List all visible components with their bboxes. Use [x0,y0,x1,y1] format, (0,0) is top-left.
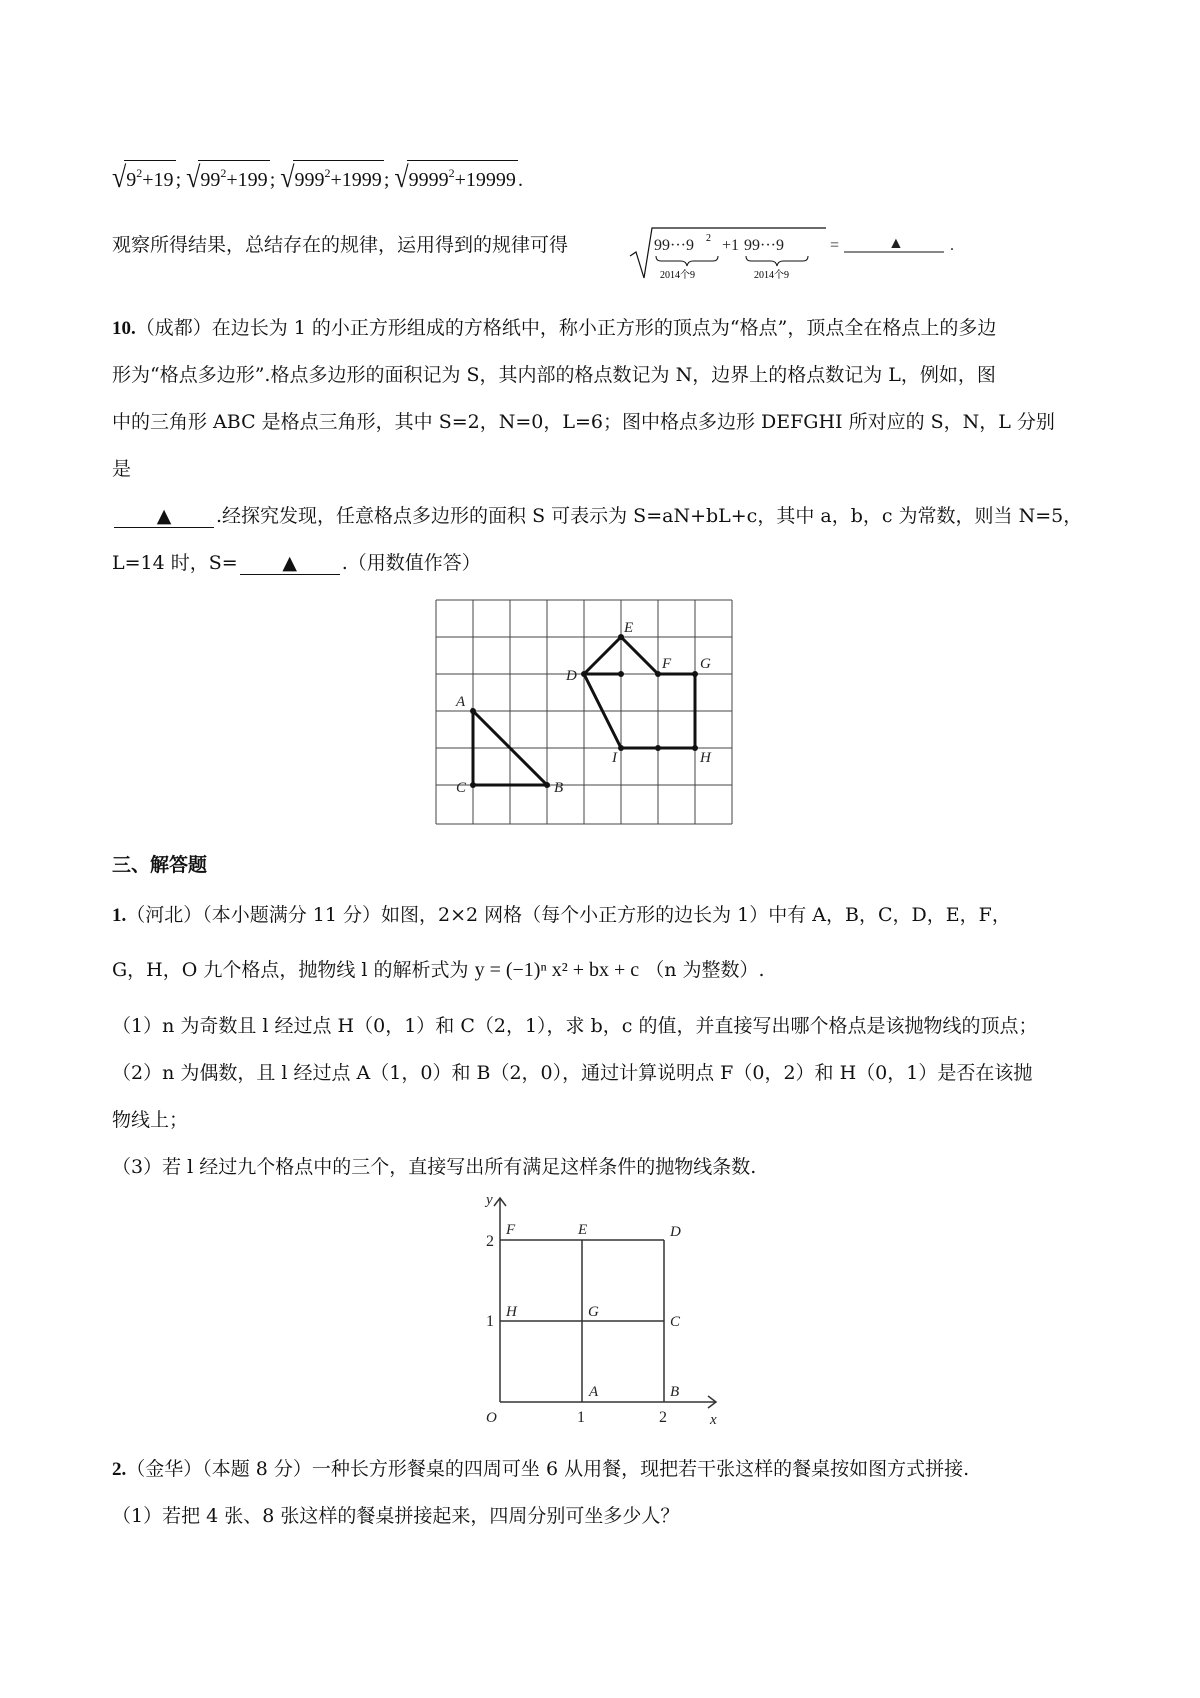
svg-text:2: 2 [486,1233,494,1250]
q10-line2: 形为“格点多边形”.格点多边形的面积记为 S，其内部的格点数记为 N，边界上的格点数记为 L，例如，图 [112,364,996,386]
svg-text:+1: +1 [722,237,740,254]
observe-text: 观察所得结果，总结存在的规律，运用得到的规律可得 [112,234,569,256]
svg-text:C: C [670,1314,681,1330]
svg-text:▲: ▲ [888,235,904,252]
svg-text:O: O [486,1410,497,1424]
q10-line6: L=14 时，S= ▲ .（用数值作答） [112,552,481,574]
grid-lines [436,600,732,824]
p2-number: 2. [112,1459,127,1480]
svg-text:99···9: 99···9 [744,237,784,254]
label-i: I [612,750,617,766]
svg-text:1: 1 [577,1409,585,1424]
p1-line2: G，H，O 九个格点，抛物线 l 的解析式为 y = (−1)ⁿ x² + bx + c （n 为整数）. [112,959,765,981]
p1-q3: （3）若 l 经过九个格点中的三个，直接写出所有满足这样条件的抛物线条数. [112,1156,757,1178]
p2-line1: 2.（金华）（本题 8 分）一种长方形餐桌的四周可坐 6 从用餐，现把若干张这样的餐桌按如图方式拼接. [112,1458,970,1480]
q10-line1: 10.（成都）在边长为 1 的小正方形组成的方格纸中，称小正方形的顶点为“格点”，顶点全在格点上的多边 [112,317,997,339]
label-d: D [566,668,577,684]
label-g: G [700,656,711,672]
q10-number: 10. [112,318,136,339]
svg-text:2: 2 [659,1409,667,1424]
p1-q2b: 物线上； [112,1109,189,1131]
section-title: 三、解答题 [112,854,208,876]
label-b: B [554,780,564,796]
sqrt-sequence: $√9^2+19$ ; $√99^2+199$ ; $√999^2+1999$ ; $√9999^2+19999$ . [112,160,523,195]
p1-q1: （1）n 为奇数且 l 经过点 H（0，1）和 C（2，1），求 b，c 的值，并直接写出哪个格点是该抛物线的顶点； [112,1015,1038,1037]
q10-line3: 中的三角形 ABC 是格点三角形，其中 S=2，N=0，L=6；图中格点多边形 DEFGHI 所对应的 S，N，L 分别 [112,411,1055,433]
svg-text:2014个9: 2014个9 [754,270,789,281]
polygon-defghi [584,637,695,748]
p1-line1: 1.（河北）（本小题满分 11 分）如图，2×2 网格（每个小正方形的边长为 1）中有 A，B，C，D，E，F， [112,904,1011,926]
svg-text:y: y [486,1192,493,1208]
svg-text:D: D [670,1224,681,1240]
p2-q1: （1）若把 4 张、8 张这样的餐桌拼接起来，四周分别可坐多少人？ [112,1505,680,1527]
parabola-formula: y = (−1)ⁿ x² + bx + c [474,959,640,981]
observe-formula [626,222,966,282]
svg-text:F: F [506,1222,516,1238]
svg-text:H: H [506,1304,517,1320]
svg-text:G: G [588,1304,599,1320]
svg-text:E: E [578,1222,588,1238]
svg-text:=: = [830,237,840,254]
label-e: E [624,620,634,636]
label-a: A [456,694,466,710]
q10-line5: ▲ .经探究发现，任意格点多边形的面积 S 可表示为 S=aN+bL+c，其中 a，b，c 为常数，则当 N=5， [112,503,1082,529]
label-f: F [662,656,672,672]
svg-text:2: 2 [706,233,711,244]
coordinate-grid-figure [476,1192,726,1424]
label-h: H [700,750,711,766]
label-c: C [456,780,467,796]
svg-text:.: . [950,237,954,254]
p1-q2a: （2）n 为偶数，且 l 经过点 A（1，0）和 B（2，0），通过计算说明点 F（0，2）和 H（0，1）是否在该抛 [112,1062,1033,1084]
svg-text:2014个9: 2014个9 [660,270,695,281]
answer-blank: ▲ [114,505,214,528]
svg-text:A: A [589,1384,599,1400]
p1-number: 1. [112,905,127,926]
svg-text:99···9: 99···9 [654,237,694,254]
answer-blank: ▲ [240,552,340,575]
svg-text:B: B [670,1384,680,1400]
q10-line4: 是 [112,458,132,480]
lattice-polygon-figure [432,598,742,828]
svg-text:1: 1 [486,1313,494,1330]
svg-text:x: x [710,1412,717,1424]
